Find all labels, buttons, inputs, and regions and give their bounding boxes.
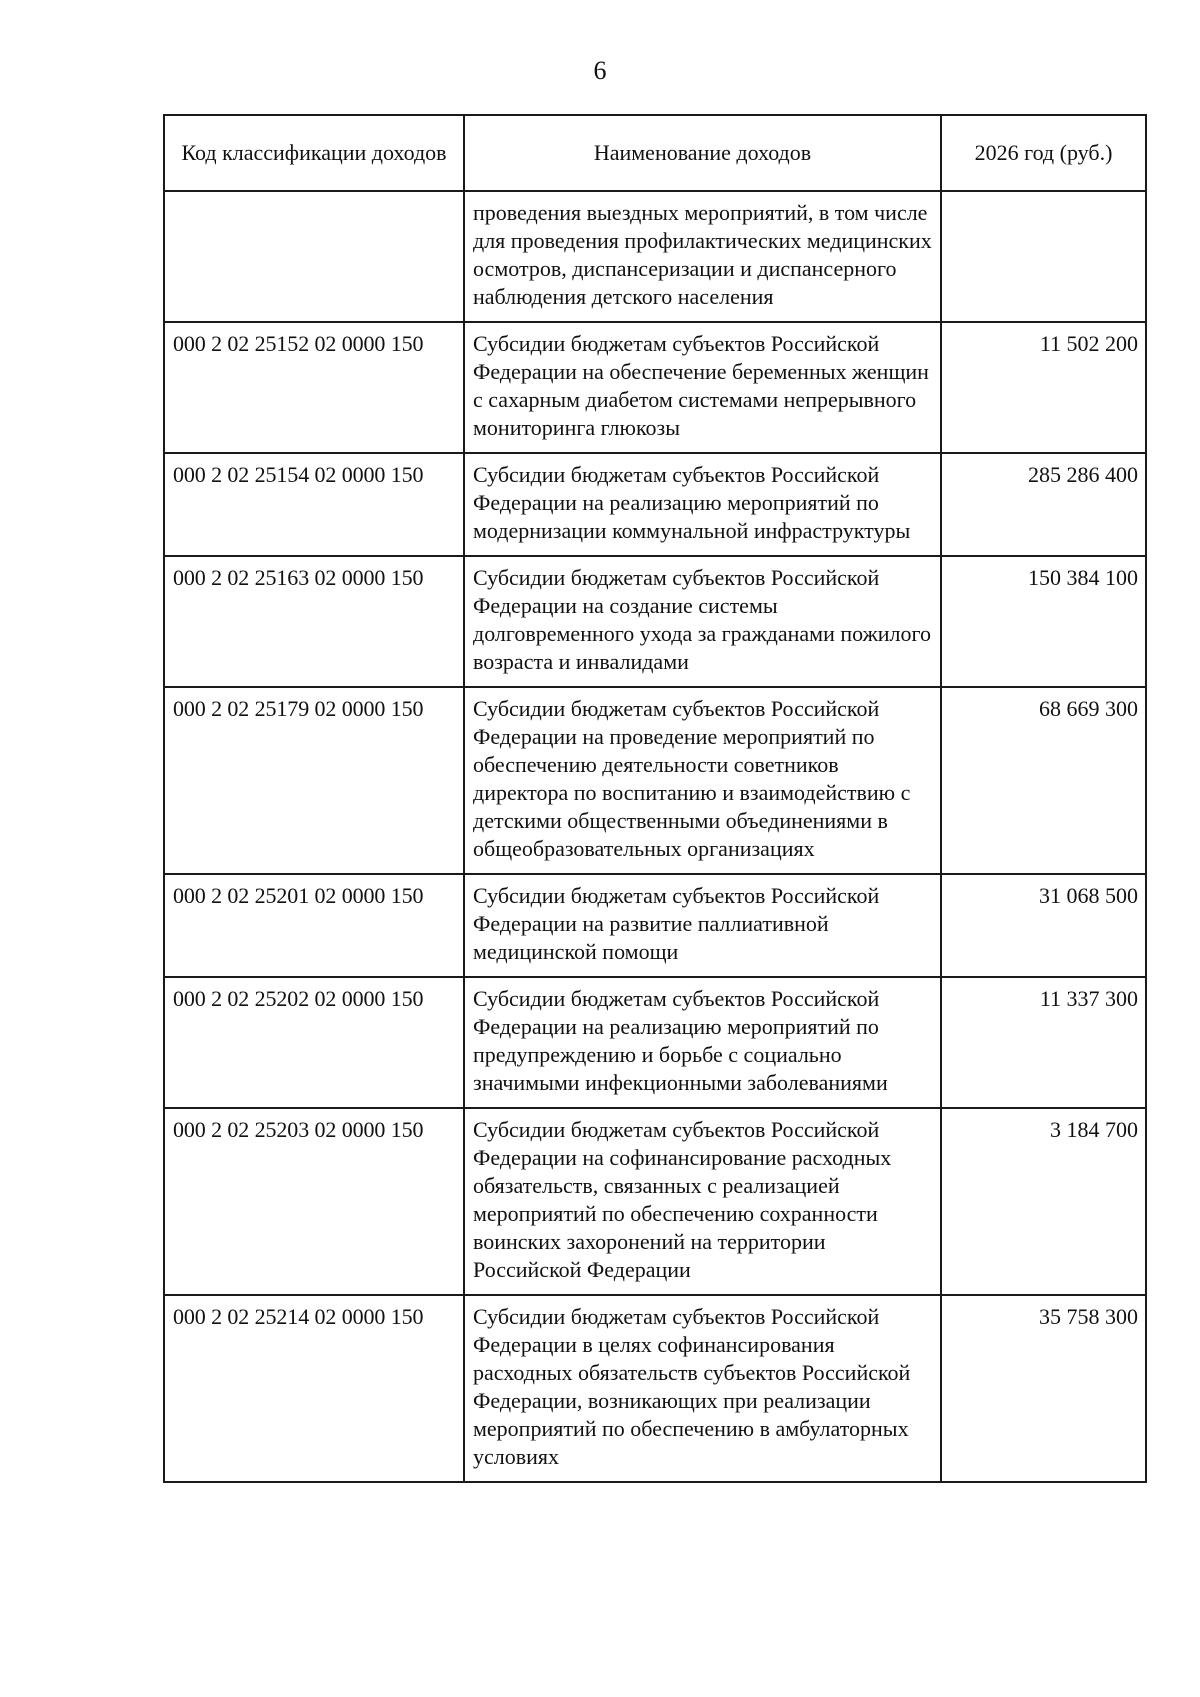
row-code: 000 2 02 25163 02 0000 150 <box>164 556 464 687</box>
table-header-row <box>164 115 1146 191</box>
row-name: Субсидии бюджетам субъектов Российской Федерации на софинансирование расходных обязательств, связанных с реализацией мероприятий по обеспечению сохранности воинских захоронений на территории Российской Федерации <box>464 1108 941 1295</box>
row-name: Субсидии бюджетам субъектов Российской Федерации на развитие паллиативной медицинской помощи <box>464 874 941 977</box>
row-amount: 3 184 700 <box>941 1108 1146 1295</box>
row-amount: 68 669 300 <box>941 687 1146 874</box>
row-name: Субсидии бюджетам субъектов Российской Федерации на проведение мероприятий по обеспечению деятельности советников директора по воспитанию и взаимодействию с детскими общественными объединениями в общеобразовательных организациях <box>464 687 941 874</box>
row-amount: 11 502 200 <box>941 322 1146 453</box>
table-row <box>164 453 1146 556</box>
row-amount <box>941 191 1146 322</box>
row-name: Субсидии бюджетам субъектов Российской Федерации на обеспечение беременных женщин с сахарным диабетом системами непрерывного мониторинга глюкозы <box>464 322 941 453</box>
row-code: 000 2 02 25203 02 0000 150 <box>164 1108 464 1295</box>
header-revenue-name: Наименование доходов <box>464 115 941 191</box>
row-name: проведения выездных мероприятий, в том числе для проведения профилактических медицинских осмотров, диспансеризации и диспансерного наблюдения детского населения <box>464 191 941 322</box>
row-amount: 31 068 500 <box>941 874 1146 977</box>
table-row <box>164 322 1146 453</box>
row-amount: 11 337 300 <box>941 977 1146 1108</box>
row-code: 000 2 02 25152 02 0000 150 <box>164 322 464 453</box>
header-classification-code: Код классификации доходов <box>164 115 464 191</box>
row-name: Субсидии бюджетам субъектов Российской Федерации на реализацию мероприятий по предупреждению и борьбе с социально значимыми инфекционными заболеваниями <box>464 977 941 1108</box>
table-row <box>164 977 1146 1108</box>
row-code: 000 2 02 25154 02 0000 150 <box>164 453 464 556</box>
table-row <box>164 687 1146 874</box>
row-code: 000 2 02 25214 02 0000 150 <box>164 1295 464 1482</box>
row-code <box>164 191 464 322</box>
page-number: 6 <box>593 56 607 85</box>
row-code: 000 2 02 25202 02 0000 150 <box>164 977 464 1108</box>
table-row <box>164 556 1146 687</box>
row-code: 000 2 02 25201 02 0000 150 <box>164 874 464 977</box>
row-name: Субсидии бюджетам субъектов Российской Федерации в целях софинансирования расходных обязательств субъектов Российской Федерации, возникающих при реализации мероприятий по обеспечению в амбулаторных условиях <box>464 1295 941 1482</box>
table-row <box>164 874 1146 977</box>
table-row <box>164 191 1146 322</box>
row-amount: 150 384 100 <box>941 556 1146 687</box>
header-year-amount: 2026 год (руб.) <box>941 115 1146 191</box>
row-name: Субсидии бюджетам субъектов Российской Федерации на реализацию мероприятий по модернизации коммунальной инфраструктуры <box>464 453 941 556</box>
row-amount: 285 286 400 <box>941 453 1146 556</box>
table-row <box>164 1108 1146 1295</box>
table-row <box>164 1295 1146 1482</box>
revenue-table <box>163 114 1147 1483</box>
row-name: Субсидии бюджетам субъектов Российской Федерации на создание системы долговременного ухода за гражданами пожилого возраста и инвалидами <box>464 556 941 687</box>
row-code: 000 2 02 25179 02 0000 150 <box>164 687 464 874</box>
row-amount: 35 758 300 <box>941 1295 1146 1482</box>
